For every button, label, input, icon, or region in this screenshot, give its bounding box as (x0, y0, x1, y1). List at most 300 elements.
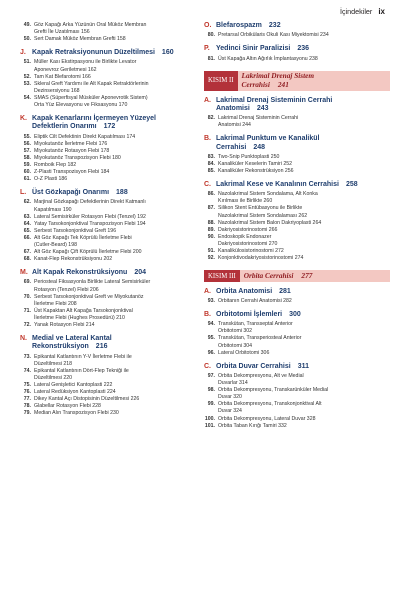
entry-title: Kanat-Flep Rekonstrüksiyonu 202 (34, 256, 113, 263)
section-heading (204, 105, 390, 113)
entry-title: Dakriyosistorinostomi 270 (218, 240, 278, 247)
entry-number: 77. (23, 396, 31, 403)
section-letter: B. (204, 135, 211, 143)
part-title-line (242, 81, 387, 90)
entry-number: 72. (23, 322, 31, 329)
toc-entry (20, 256, 200, 263)
entry-number: 84. (207, 160, 215, 167)
section-title: Orbita Anatomisi (216, 287, 273, 295)
part-title-text: Cerrahisi (241, 79, 270, 89)
entry-title: O-Z Plasti 186 (34, 176, 68, 183)
entry-title: Nazolakrimal Sistem Sondalaması 262 (218, 212, 308, 219)
entry-number: 81. (207, 55, 215, 62)
section-heading (204, 311, 390, 319)
toc-entry (20, 308, 200, 315)
entry-title: Orbitotomi 302 (218, 328, 253, 335)
running-header-label: İçindekiler (339, 6, 373, 16)
section-title: Orbita Duvar Cerrahisi (216, 362, 291, 370)
entry-title: Yanak Rotasyon Flebi 214 (34, 322, 95, 329)
entry-title: Orbita Dekompresyonu, Lateral Duvar 328 (218, 415, 316, 422)
toc-entry (20, 249, 200, 256)
entry-title: Epikantal Katlantının Y-V İlerletme Flebi ile (34, 353, 132, 360)
entry-title: Miyokutanöz Transpozisyon Flebi 180 (34, 154, 121, 161)
toc-entry (20, 59, 200, 66)
toc-entry (204, 198, 390, 205)
entry-number: 49. (23, 22, 31, 28)
entry-title: Konjonktivodakriyosistorinostomi 274 (218, 255, 304, 262)
entry-title: Two-Snip Punktoplasti 250 (218, 153, 280, 160)
toc-entry (204, 255, 390, 262)
entry-number: 86. (207, 191, 215, 198)
entry-number: 57. (23, 147, 31, 154)
entry-number (204, 380, 218, 387)
entry-title: Glabellar Rotasyon Flebi 228 (34, 403, 101, 410)
toc-entry (20, 36, 200, 43)
toc-entry (20, 235, 200, 242)
toc-entry (20, 88, 200, 95)
section-page: 216 (95, 343, 108, 351)
section-heading (204, 97, 390, 105)
toc-entry (204, 161, 390, 168)
section-page: 236 (297, 45, 309, 53)
entry-number (20, 29, 34, 36)
entry-title: Pretarsal Orbikülaris Okuli Kası Miyektomisi 234 (218, 32, 329, 39)
entry-number (204, 198, 218, 205)
section-heading (20, 269, 200, 277)
entry-number: 85. (207, 167, 215, 174)
entry-number: 79. (23, 410, 31, 417)
section-letter: N. (20, 335, 27, 343)
entry-title: Alt Göz Kapağı Çift Köprülü İlerletme Flebi 200 (34, 249, 142, 256)
toc-entry (20, 228, 200, 235)
section-page: 248 (253, 143, 266, 151)
toc-entry (20, 361, 200, 368)
section-letter (20, 343, 32, 351)
entry-title: Kanaliküler Keselerin Tamiri 252 (218, 160, 293, 167)
entry-title: Transkütan, Transseptal Anterior (218, 321, 293, 328)
toc-entry (20, 396, 200, 403)
entry-title: Lakrimal Drenaj Sisteminin Cerrahi (218, 115, 299, 122)
entry-number (20, 361, 34, 368)
toc-entry (20, 301, 200, 308)
entry-number: 92. (207, 255, 215, 262)
toc-entry (204, 335, 390, 342)
entry-title: Kanaliküler Rekonstrüksiyon 256 (218, 167, 294, 174)
entry-title: Anatomisi 244 (218, 122, 251, 129)
toc-entry (204, 380, 390, 387)
toc-entry (204, 213, 390, 220)
toc-entry (204, 387, 390, 394)
toc-entry (204, 56, 390, 63)
entry-title: Lateral Redüksiyon Kantoplasti 224 (34, 388, 116, 395)
section-title: Rekonstrüksiyon (32, 343, 89, 351)
section-title: Üst Gözkapağı Onarımı (32, 189, 110, 197)
toc-entry (20, 141, 200, 148)
entry-number: 67. (23, 249, 31, 256)
section-heading (204, 288, 390, 296)
entry-title: Lateral Semisirküler Rotasyon Flebi (Tenzel) 192 (34, 213, 146, 220)
entry-number: 71. (23, 307, 31, 314)
entry-title: Dezinsersiyonu 168 (34, 87, 80, 94)
entry-title: Marjinal Gözkapağı Defektlerinin Direkt Katmanlı (34, 199, 146, 206)
entry-title: Rotasyon (Tenzel) Flebi 206 (34, 286, 99, 293)
toc-entry (20, 169, 200, 176)
section-page: 311 (297, 362, 309, 370)
section-letter: O. (204, 22, 212, 29)
section-heading (20, 189, 200, 197)
toc-entry (204, 416, 390, 423)
entry-number: 55. (23, 133, 31, 140)
entry-title: Grefti İle Uzatılması 156 (34, 29, 90, 36)
toc-entry (20, 102, 200, 109)
toc-entry (20, 162, 200, 169)
toc-entry (204, 298, 390, 305)
entry-number (20, 287, 34, 294)
section-letter: J. (20, 49, 26, 57)
entry-number: 88. (207, 219, 215, 226)
entry-title: Kanalikülosistorinostomi 272 (218, 248, 284, 255)
section-heading (20, 335, 200, 343)
entry-number: 66. (23, 234, 31, 241)
entry-number: 99. (207, 401, 215, 408)
section-letter: K. (20, 115, 27, 123)
section-heading (204, 363, 390, 371)
toc-entry (20, 368, 200, 375)
section-title: Cerrahisi (216, 143, 247, 151)
part-banner (204, 270, 390, 282)
entry-title: Duvar 320 (218, 394, 242, 401)
entry-number (204, 213, 218, 220)
entry-number: 53. (23, 80, 31, 87)
toc-entry (20, 207, 200, 214)
entry-title: Dikey Kantal Açı Distopisinin Düzeltilmesi 226 (34, 396, 140, 403)
section-title: Lakrimal Drenaj Sisteminin Cerrahi (216, 96, 333, 104)
toc-entry (204, 373, 390, 380)
section-page: 172 (103, 123, 116, 131)
toc-entry (20, 95, 200, 102)
entry-title: Skleral Greft Yardımı ile Alt Kapak Retraktörlerinin (34, 80, 149, 87)
entry-number (204, 408, 218, 415)
section-page: 188 (116, 189, 128, 197)
entry-title: Serbest Tarsokonjonktival Greft ve Miyokutanöz (34, 293, 144, 300)
entry-number (204, 122, 218, 129)
section-heading (20, 115, 200, 123)
entry-number: 94. (207, 321, 215, 328)
entry-number: 97. (207, 372, 215, 379)
section-page: 300 (289, 311, 301, 319)
toc-entry (20, 29, 200, 36)
entry-title: Median Alın Transpozisyon Flebi 230 (34, 410, 119, 417)
entry-title: Aponevroz Geriletmesi 162 (34, 66, 97, 73)
entry-number (204, 394, 218, 401)
toc-entry (20, 81, 200, 88)
section-letter: C. (204, 181, 211, 189)
toc-entry (20, 403, 200, 410)
section-title: Lakrimal Kese ve Kanalının Cerrahisi (216, 181, 339, 189)
section-page: 258 (345, 181, 358, 189)
toc-entry (204, 241, 390, 248)
toc-entry (20, 382, 200, 389)
toc-entry (204, 328, 390, 335)
toc-entry (20, 410, 200, 417)
toc-right-column (204, 22, 390, 430)
entry-title: Z-Plasti Transpozisyon Flebi 184 (34, 169, 110, 176)
entry-title: Düzeltilmesi 218 (34, 360, 73, 367)
entry-title: Orbitanın Cerrahi Anatomisi 282 (218, 298, 292, 304)
toc-entry (204, 350, 390, 357)
entry-number: 74. (23, 367, 31, 374)
entry-number (204, 241, 218, 248)
entry-title: Serbest Tarsokonjonktival Greft 196 (34, 227, 117, 234)
entry-number (20, 207, 34, 214)
section-letter: P. (204, 45, 210, 53)
entry-number: 93. (207, 298, 215, 304)
toc-entry (20, 315, 200, 322)
entry-title: Transkütan, Transperiosteal Anterior (218, 335, 302, 342)
toc-entry (204, 408, 390, 415)
entry-title: Endoskopik Endonazer (218, 233, 272, 240)
entry-number (20, 88, 34, 95)
section-title: Lakrimal Punktum ve Kanalikül (216, 135, 320, 143)
entry-title: (Cutler-Beard) 198 (34, 241, 77, 248)
toc-entry (20, 199, 200, 206)
entry-title: Duvar 324 (218, 408, 242, 415)
toc-entry (204, 32, 390, 39)
toc-entry (20, 148, 200, 155)
entry-number: 65. (23, 227, 31, 234)
toc-entry (204, 394, 390, 401)
entry-title: Periosteal Fiksasyonla Birlikte Lateral Semisirküler (34, 279, 151, 286)
entry-number: 60. (23, 169, 31, 176)
toc-entry (204, 343, 390, 350)
entry-number: 64. (23, 220, 31, 227)
entry-title: Üst Kapağa Altın Ağırlık İmplantasyonu 238 (218, 55, 318, 62)
section-title: Defektlerin Onarımı (32, 123, 97, 131)
entry-number: 50. (23, 36, 31, 43)
entry-title: Orbita Taban Kırığı Tamiri 332 (218, 422, 287, 429)
entry-number (20, 315, 34, 322)
entry-number: 61. (23, 176, 31, 183)
section-title: Anatomisi (216, 104, 250, 112)
toc-entry (204, 321, 390, 328)
toc-entry (20, 134, 200, 141)
toc-entry (20, 176, 200, 183)
page-header (340, 4, 385, 18)
section-letter (204, 105, 216, 113)
toc-entry (204, 205, 390, 212)
entry-number: 68. (23, 256, 31, 263)
section-letter: B. (204, 311, 211, 319)
entry-title: Duvarlar 314 (218, 380, 248, 387)
section-title: Yedinci Sinir Paralizisi (216, 45, 291, 53)
entry-number (204, 343, 218, 350)
toc-entry (204, 154, 390, 161)
entry-number: 78. (23, 403, 31, 410)
part-title-line (244, 272, 386, 281)
entry-title: Romboik Flep 182 (34, 161, 77, 168)
toc-entry (20, 74, 200, 81)
entry-title: Alt Göz Kapağı Tek Köprülü İlerletme Flebi (34, 234, 132, 241)
entry-title: Orta Yüz Elevasyonu ve Fiksasyonu 170 (34, 102, 128, 109)
entry-number: 75. (23, 381, 31, 388)
entry-number (20, 242, 34, 249)
section-letter: L. (20, 189, 27, 197)
section-letter: C. (204, 362, 211, 370)
section-letter: A. (204, 287, 211, 295)
toc-entry (204, 122, 390, 129)
entry-number: 76. (23, 388, 31, 395)
entry-number: 82. (207, 115, 215, 122)
toc-entry (204, 401, 390, 408)
entry-number: 87. (207, 205, 215, 212)
toc-entry (20, 279, 200, 286)
toc-entry (20, 242, 200, 249)
toc-entry (20, 214, 200, 221)
entry-number: 100. (204, 415, 215, 422)
toc-entry (204, 168, 390, 175)
entry-title: Kırılması ile Birlikte 260 (218, 198, 273, 205)
section-title: Kapak Retraksiyonunun Düzeltilmesi (32, 49, 155, 57)
section-title: Blefarospazm (216, 22, 262, 29)
section-heading (204, 45, 390, 53)
entry-number: 63. (23, 213, 31, 220)
part-title (240, 270, 390, 282)
section-heading (20, 343, 200, 351)
toc-entry (204, 234, 390, 241)
entry-number: 90. (207, 233, 215, 240)
entry-number: 54. (23, 94, 31, 101)
toc-entry (20, 375, 200, 382)
toc-entry (20, 294, 200, 301)
entry-number: 89. (207, 226, 215, 233)
entry-title: Tam Kat Blefarotomi 166 (34, 73, 91, 80)
section-heading (204, 22, 390, 30)
section-letter: M. (20, 269, 28, 277)
section-page: 204 (134, 269, 146, 277)
part-banner (204, 71, 390, 91)
toc-entry (20, 354, 200, 361)
section-heading (20, 123, 200, 131)
entry-number (20, 67, 34, 74)
entry-title: Kapatılması 190 (34, 206, 72, 213)
entry-title: Göz Kapağı Arka Yüzünün Oral Müköz Membran (34, 22, 147, 28)
toc-entry (204, 423, 390, 430)
section-title: Orbitotomi İşlemleri (216, 311, 283, 319)
entry-number: 98. (207, 387, 215, 394)
entry-title: Miyokutanöz Rotasyon Flebi 178 (34, 147, 110, 154)
entry-number: 62. (23, 199, 31, 206)
section-title: Alt Kapak Rekonstrüksiyonu (32, 269, 128, 277)
entry-title: Eliptik Cilt Defektinin Direkt Kapatılması 174 (34, 133, 136, 140)
entry-number: 73. (23, 353, 31, 360)
entry-number (20, 301, 34, 308)
entry-title: Orbita Dekompresyonu, Alt ve Medial (218, 372, 304, 379)
toc-entry (20, 155, 200, 162)
section-letter (204, 144, 216, 152)
entry-title: Düzeltilmesi 220 (34, 374, 73, 381)
entry-title: Orbita Dekompresyonu, Transkarünküler Medial (218, 387, 329, 394)
section-heading (204, 135, 390, 143)
entry-title: Lateral Orbitotomi 306 (218, 349, 270, 356)
entry-number (20, 375, 34, 382)
part-page: 277 (301, 270, 313, 280)
toc-entry (204, 220, 390, 227)
section-letter (20, 123, 32, 131)
section-page: 281 (279, 287, 291, 295)
toc-entry (20, 322, 200, 329)
section-letter: A. (204, 96, 211, 104)
entry-title: Miyokutanöz İlerletme Flebi 176 (34, 140, 108, 147)
entry-number: 80. (207, 32, 215, 39)
entry-number: 51. (23, 59, 31, 66)
entry-title: Orbitotomi 304 (218, 342, 253, 349)
toc-entry (20, 389, 200, 396)
toc-left-column (20, 22, 200, 417)
entry-number (204, 328, 218, 335)
toc-entry (20, 67, 200, 74)
entry-title: Epikantal Katlantının Dört-Flep Tekniği ile (34, 367, 129, 374)
entry-number: 96. (207, 349, 215, 356)
toc-entry (20, 221, 200, 228)
section-heading (204, 144, 390, 152)
entry-number: 56. (23, 140, 31, 147)
page-number: ix (378, 6, 385, 16)
entry-number: 101. (204, 422, 215, 429)
part-page: 241 (277, 79, 289, 89)
section-title: Kapak Kenarlarını İçermeyen Yüzeyel (32, 115, 156, 123)
entry-title: Silikon Stent Entübasyonu ile Birlikte (218, 205, 303, 212)
toc-entry (204, 248, 390, 255)
section-title: Medial ve Lateral Kantal (32, 335, 112, 343)
entry-title: Yatay Tarsokonjonktival Transpozisyon Flebi 194 (34, 220, 146, 227)
section-heading (204, 181, 390, 189)
entry-number: 70. (23, 293, 31, 300)
entry-number: 69. (23, 279, 31, 286)
part-title (238, 71, 391, 91)
entry-number: 95. (207, 335, 215, 342)
entry-title: Lateral Genişletici Kantoplasti 222 (34, 381, 113, 388)
entry-title: Orbita Dekompresyonu, Transkonjonktival Alt (218, 401, 322, 408)
toc-entry (20, 287, 200, 294)
entry-title: Üst Kapaktan Alt Kapağa Tarsokonjonktival (34, 307, 133, 314)
section-page: 160 (161, 49, 174, 57)
section-page: 243 (256, 104, 269, 112)
entry-title: İlerletme Flebi (Hughes Prosedürü) 210 (34, 314, 125, 321)
entry-number: 83. (207, 153, 215, 160)
toc-entry (204, 191, 390, 198)
part-title-text: Lakrimal Drenaj Sistem (241, 71, 315, 81)
toc-entry (204, 227, 390, 234)
entry-title: Dakriyosistorinostomi 266 (218, 226, 278, 233)
entry-number: 52. (23, 73, 31, 80)
entry-title: SMAS (Süperfisyal Müsküler Aponevrotik Sistem) (34, 94, 148, 101)
part-label: KISIM III (204, 270, 240, 282)
entry-title: Nazolakrimal Sistem Sondalama, Alt Konka (218, 191, 318, 198)
entry-number: 91. (207, 248, 215, 255)
section-heading (20, 49, 200, 57)
entry-title: Müller Kası Ekstirpasyonu ile Birlikte Levator (34, 59, 137, 66)
entry-number (20, 102, 34, 109)
section-page: 232 (268, 22, 281, 29)
entry-title: Sert Damak Müköz Membran Grefti 158 (34, 36, 126, 43)
entry-title: İlerletme Flebi 208 (34, 300, 77, 307)
entry-title: Nazolakrimal Sistem Balon Dakriyoplasti 264 (218, 219, 322, 226)
part-label: KISIM II (204, 71, 238, 91)
entry-number: 59. (23, 161, 31, 168)
toc-entry (204, 115, 390, 122)
entry-number: 58. (23, 154, 31, 161)
part-title-text: Orbita Cerrahisi (243, 270, 294, 280)
